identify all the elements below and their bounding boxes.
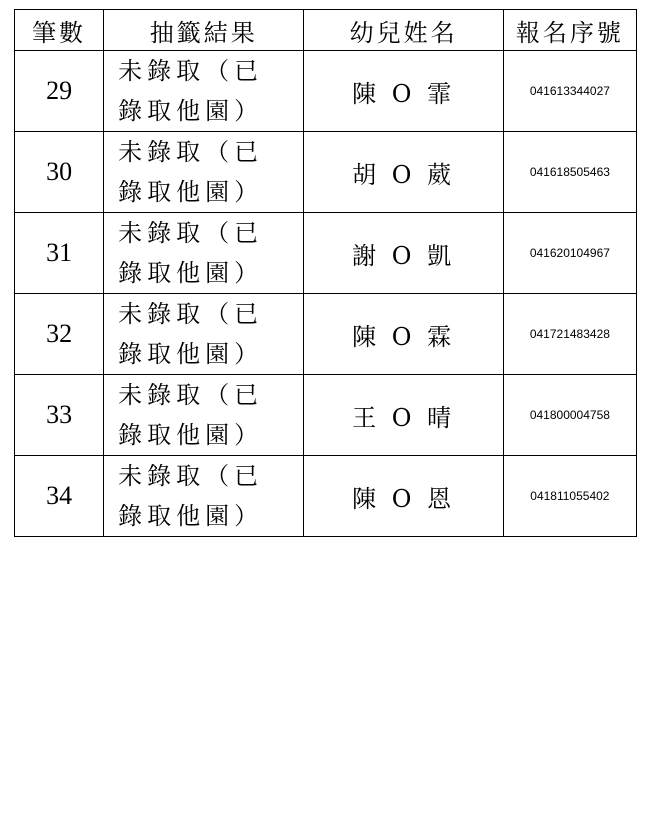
cell-application-no: 041613344027 <box>503 51 636 132</box>
lottery-results-table <box>14 9 637 537</box>
cell-child-name: 謝 O 凱 <box>304 213 503 294</box>
cell-child-name: 陳 O 霖 <box>304 294 503 375</box>
result-text: 未錄取（已錄取他園） <box>118 300 264 368</box>
cell-application-no: 041618505463 <box>503 132 636 213</box>
cell-count: 33 <box>15 375 104 456</box>
cell-count: 30 <box>15 132 104 213</box>
cell-result <box>104 294 304 375</box>
cell-count: 29 <box>15 51 104 132</box>
cell-result <box>104 456 304 537</box>
header-child-name: 幼兒姓名 <box>304 10 503 51</box>
cell-count: 34 <box>15 456 104 537</box>
header-application-no: 報名序號 <box>503 10 636 51</box>
cell-child-name: 胡 O 葳 <box>304 132 503 213</box>
cell-application-no: 041811055402 <box>503 456 636 537</box>
cell-child-name: 王 O 晴 <box>304 375 503 456</box>
header-result: 抽籤結果 <box>104 10 304 51</box>
table-header <box>15 10 637 51</box>
cell-application-no: 041800004758 <box>503 375 636 456</box>
table-row <box>15 456 637 537</box>
cell-result <box>104 213 304 294</box>
cell-child-name: 陳 O 霏 <box>304 51 503 132</box>
cell-application-no: 041721483428 <box>503 294 636 375</box>
result-text: 未錄取（已錄取他園） <box>118 381 264 449</box>
result-text: 未錄取（已錄取他園） <box>118 219 264 287</box>
table-row <box>15 294 637 375</box>
table-row <box>15 375 637 456</box>
result-text: 未錄取（已錄取他園） <box>118 462 264 530</box>
table-row <box>15 51 637 132</box>
cell-result <box>104 51 304 132</box>
table-row <box>15 132 637 213</box>
cell-result <box>104 375 304 456</box>
cell-count: 31 <box>15 213 104 294</box>
result-text: 未錄取（已錄取他園） <box>118 57 264 125</box>
header-count: 筆數 <box>15 10 104 51</box>
cell-count: 32 <box>15 294 104 375</box>
table-body <box>15 51 637 537</box>
cell-child-name: 陳 O 恩 <box>304 456 503 537</box>
cell-application-no: 041620104967 <box>503 213 636 294</box>
table-row <box>15 213 637 294</box>
result-text: 未錄取（已錄取他園） <box>118 138 264 206</box>
header-row <box>15 10 637 51</box>
cell-result <box>104 132 304 213</box>
